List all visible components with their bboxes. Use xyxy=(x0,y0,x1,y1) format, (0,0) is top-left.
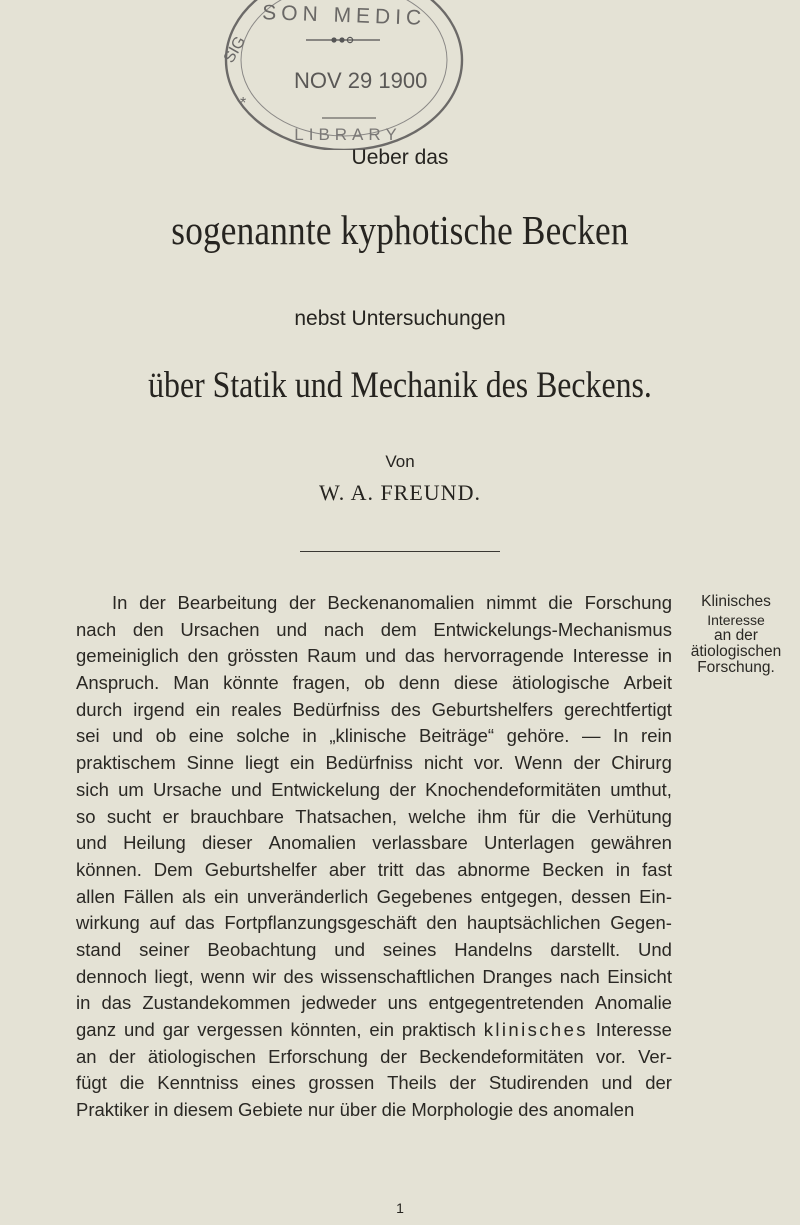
word: liegt xyxy=(244,752,279,774)
word: Arbeit xyxy=(623,672,672,694)
body-line xyxy=(76,777,672,804)
word: und xyxy=(112,725,144,747)
word: der xyxy=(449,1072,477,1094)
word: das xyxy=(415,858,446,880)
word: ein xyxy=(369,1019,395,1040)
word: um xyxy=(118,778,144,800)
word: sich xyxy=(76,778,109,800)
word: nimmt xyxy=(486,592,537,613)
word: und xyxy=(276,618,308,640)
word: Entwickelungs-Mechanismus xyxy=(433,618,672,640)
word: der xyxy=(108,1045,136,1067)
word: Beobachtung xyxy=(207,938,317,960)
body-line xyxy=(76,670,672,697)
word: dem xyxy=(380,618,417,640)
word: Heilung xyxy=(123,832,186,854)
word: und xyxy=(123,1019,155,1040)
margin-note xyxy=(680,594,792,676)
word: und xyxy=(365,645,397,667)
word: grössten xyxy=(227,645,299,667)
author-prefix: Von xyxy=(385,452,415,471)
word: hauptsächlichen xyxy=(466,912,601,934)
body-line xyxy=(76,617,672,644)
word: Unterlagen xyxy=(484,832,575,854)
word: entgegentretenden xyxy=(428,992,584,1014)
word: wirkung xyxy=(76,912,140,934)
word: welche xyxy=(408,805,467,827)
word: Kenntniss xyxy=(157,1072,239,1094)
word: die xyxy=(381,1099,407,1121)
margin-note-line: Klinisches xyxy=(701,593,771,610)
word: In xyxy=(112,592,128,613)
word: ätiologischen xyxy=(147,1045,256,1067)
body-line xyxy=(76,1070,672,1097)
word: seines xyxy=(382,938,437,960)
word: den xyxy=(426,912,458,934)
word: allen xyxy=(76,885,116,907)
page-number: 1 xyxy=(396,1200,404,1216)
word: Beiträge“ xyxy=(419,725,495,747)
word: hervorragende xyxy=(443,645,564,667)
word: Bearbeitung xyxy=(177,592,278,613)
word: Man xyxy=(173,672,210,694)
word: diesem xyxy=(173,1099,234,1121)
title-line-1: Ueber das xyxy=(351,146,449,169)
word: in xyxy=(615,858,631,880)
body-line xyxy=(76,910,672,937)
word: wir xyxy=(252,965,277,987)
word: könnten, xyxy=(290,1019,362,1040)
word: brauchbare xyxy=(190,805,284,827)
word: Morphologie xyxy=(411,1099,514,1121)
main-title: sogenannte kyphotische Becken xyxy=(171,207,629,253)
word: wenn xyxy=(200,965,246,987)
word: nicht xyxy=(423,752,463,774)
word: ätiologische xyxy=(511,672,610,694)
subtitle: nebst Untersuchungen xyxy=(294,307,506,330)
word: als xyxy=(182,885,206,907)
word: Handelns xyxy=(454,938,533,960)
word: den xyxy=(187,645,219,667)
word: Fortpflanzungsgeschäft xyxy=(224,912,417,934)
word: Gebiete xyxy=(238,1099,303,1121)
word: Ver- xyxy=(638,1045,672,1067)
word: des xyxy=(518,1099,548,1121)
word: Forschung xyxy=(584,592,672,613)
word: Zustandekommen xyxy=(142,992,291,1014)
word: grossen xyxy=(308,1072,375,1094)
body-line xyxy=(76,830,672,857)
word: vor. xyxy=(473,752,504,774)
word: er xyxy=(162,805,179,827)
word: sei xyxy=(76,725,100,747)
word: der xyxy=(380,1045,407,1067)
word: anomalen xyxy=(552,1099,635,1121)
word: des xyxy=(390,698,421,720)
body-line xyxy=(76,590,672,617)
word: durch xyxy=(76,698,123,720)
word: gar xyxy=(162,1019,190,1040)
word: nach xyxy=(76,618,117,640)
word: unveränderlich xyxy=(246,885,369,907)
body-line xyxy=(76,697,672,724)
word: jedweder xyxy=(301,992,377,1014)
word: der xyxy=(645,1072,672,1094)
body-line xyxy=(76,964,672,991)
body-line xyxy=(76,750,672,777)
body-line xyxy=(76,804,672,831)
word: über xyxy=(339,1099,377,1121)
word: auf xyxy=(149,912,176,934)
word: Und xyxy=(637,938,672,960)
word: wissenschaftlichen xyxy=(320,965,475,987)
word: irgend xyxy=(133,698,185,720)
word: verlassbare xyxy=(372,832,468,854)
word: — xyxy=(581,725,601,747)
word: reales xyxy=(231,698,282,720)
word: stand xyxy=(76,938,122,960)
word: Bedürfniss xyxy=(325,752,413,774)
word: In xyxy=(613,725,629,747)
word: Geburtshelfer xyxy=(204,858,317,880)
word: für xyxy=(518,805,541,827)
body-line xyxy=(76,990,672,1017)
word: Einsicht xyxy=(607,965,672,987)
word: vor. xyxy=(595,1045,626,1067)
word: liegt, xyxy=(154,965,194,987)
word: Praktiker xyxy=(76,1099,149,1121)
word: Theils xyxy=(387,1072,437,1094)
word: die xyxy=(548,592,573,613)
word: tritt xyxy=(377,858,404,880)
word: abnorme xyxy=(457,858,531,880)
word: in xyxy=(657,645,672,667)
word: denn xyxy=(398,672,440,694)
word: Chirurg xyxy=(611,752,672,774)
word: das xyxy=(101,992,132,1014)
word: fragen, xyxy=(292,672,351,694)
word: gemeiniglich xyxy=(76,645,179,667)
word: Beckendeformitäten xyxy=(419,1045,584,1067)
margin-note-line: ätiologischen xyxy=(690,643,782,660)
word: aber xyxy=(328,858,366,880)
word: dessen xyxy=(571,885,631,907)
word: und xyxy=(601,1072,633,1094)
word: gehöre. xyxy=(506,725,570,747)
stamp-seal-graphic xyxy=(218,0,476,150)
word: die xyxy=(119,1072,145,1094)
stamp-asterisk: * xyxy=(240,95,247,112)
word: den xyxy=(132,618,164,640)
word: Entwickelung xyxy=(271,778,381,800)
word: diese xyxy=(453,672,499,694)
word: Dem xyxy=(153,858,193,880)
word: in xyxy=(154,1099,169,1121)
word: nach xyxy=(323,618,364,640)
word: fügt xyxy=(76,1072,107,1094)
word: können. xyxy=(76,858,142,880)
word: ob xyxy=(155,725,177,747)
margin-note-line: an der xyxy=(714,627,758,644)
word: an xyxy=(76,1045,97,1067)
word: Fällen xyxy=(123,885,174,907)
body-line xyxy=(76,1097,672,1124)
word: Interesse xyxy=(595,1019,672,1040)
word: nach xyxy=(559,965,600,987)
word: Beckenanomalien xyxy=(327,592,475,613)
word: der xyxy=(139,592,166,613)
stamp-left-text: SIG xyxy=(220,33,250,66)
word: das xyxy=(184,912,215,934)
word: so xyxy=(76,805,96,827)
word: uns xyxy=(387,992,418,1014)
word: ein xyxy=(213,885,239,907)
word: entgegen, xyxy=(480,885,563,907)
word: Interesse xyxy=(572,645,649,667)
word: die xyxy=(551,805,577,827)
word: Gegebenes xyxy=(376,885,473,907)
word: Dranges xyxy=(482,965,553,987)
word: ob xyxy=(364,672,385,694)
title-line-4: über Statik und Mechanik des Beckens. xyxy=(148,365,652,406)
title-divider xyxy=(300,551,500,552)
word: praktischem xyxy=(76,752,176,774)
word: ein xyxy=(289,752,315,774)
word: Studirenden xyxy=(488,1072,589,1094)
word: gewähren xyxy=(590,832,672,854)
word: Ein- xyxy=(639,885,672,907)
margin-note-line: Forschung. xyxy=(697,659,775,676)
word: klinisches xyxy=(483,1019,588,1040)
word: der xyxy=(389,778,416,800)
body-line xyxy=(76,1044,672,1071)
word: seiner xyxy=(139,938,190,960)
word: Ursachen xyxy=(180,618,260,640)
word: Knochendeformitäten xyxy=(425,778,602,800)
word: Anomalien xyxy=(268,832,356,854)
word: Wenn xyxy=(514,752,563,774)
word: Ursache xyxy=(152,778,222,800)
word: Anomalie xyxy=(594,992,672,1014)
word: Raum xyxy=(307,645,357,667)
word: dennoch xyxy=(76,965,147,987)
word: Geburtshelfers xyxy=(431,698,554,720)
word: Verhütung xyxy=(587,805,672,827)
word: Sinne xyxy=(186,752,234,774)
word: des xyxy=(283,965,314,987)
stamp-top-text: SON MEDIC xyxy=(261,1,427,30)
word: der xyxy=(573,752,601,774)
word: in xyxy=(302,725,317,747)
body-line xyxy=(76,1017,672,1044)
margin-note-line: Interesse xyxy=(707,612,765,628)
word: in xyxy=(76,992,91,1014)
word: darstellt. xyxy=(550,938,621,960)
word: das xyxy=(404,645,435,667)
stamp-bottom-text: LIBRARY xyxy=(294,125,402,144)
word: Gegen- xyxy=(610,912,672,934)
word: der xyxy=(288,592,316,613)
body-line xyxy=(76,643,672,670)
word: eine xyxy=(188,725,224,747)
word: vergessen xyxy=(197,1019,283,1040)
word: solche xyxy=(236,725,290,747)
word: Bedürfniss xyxy=(292,698,380,720)
word: praktisch xyxy=(401,1019,476,1040)
word: und xyxy=(76,832,107,854)
library-stamp xyxy=(218,0,476,150)
word: könnte xyxy=(223,672,279,694)
word: Erforschung xyxy=(268,1045,368,1067)
word: ihm xyxy=(477,805,508,827)
word: ein xyxy=(195,698,221,720)
word: dieser xyxy=(202,832,253,854)
word: umthut, xyxy=(610,778,672,800)
body-line xyxy=(76,937,672,964)
word: Thatsachen, xyxy=(295,805,398,827)
word: „klinische xyxy=(329,725,407,747)
word: sucht xyxy=(106,805,152,827)
word: fast xyxy=(642,858,672,880)
word: und xyxy=(334,938,366,960)
word: Becken xyxy=(542,858,604,880)
body-line xyxy=(76,857,672,884)
author-name: W. A. FREUND. xyxy=(319,480,481,505)
body-paragraph xyxy=(76,590,672,1124)
stamp-date: NOV 29 1900 xyxy=(294,68,428,93)
body-line xyxy=(76,884,672,911)
word: eines xyxy=(251,1072,296,1094)
word: rein xyxy=(641,725,672,747)
word: Anspruch. xyxy=(76,672,160,694)
word: ganz xyxy=(76,1019,117,1040)
word: gerechtfertigt xyxy=(563,698,672,720)
word: nur xyxy=(307,1099,335,1121)
word: und xyxy=(231,778,262,800)
body-line xyxy=(76,723,672,750)
